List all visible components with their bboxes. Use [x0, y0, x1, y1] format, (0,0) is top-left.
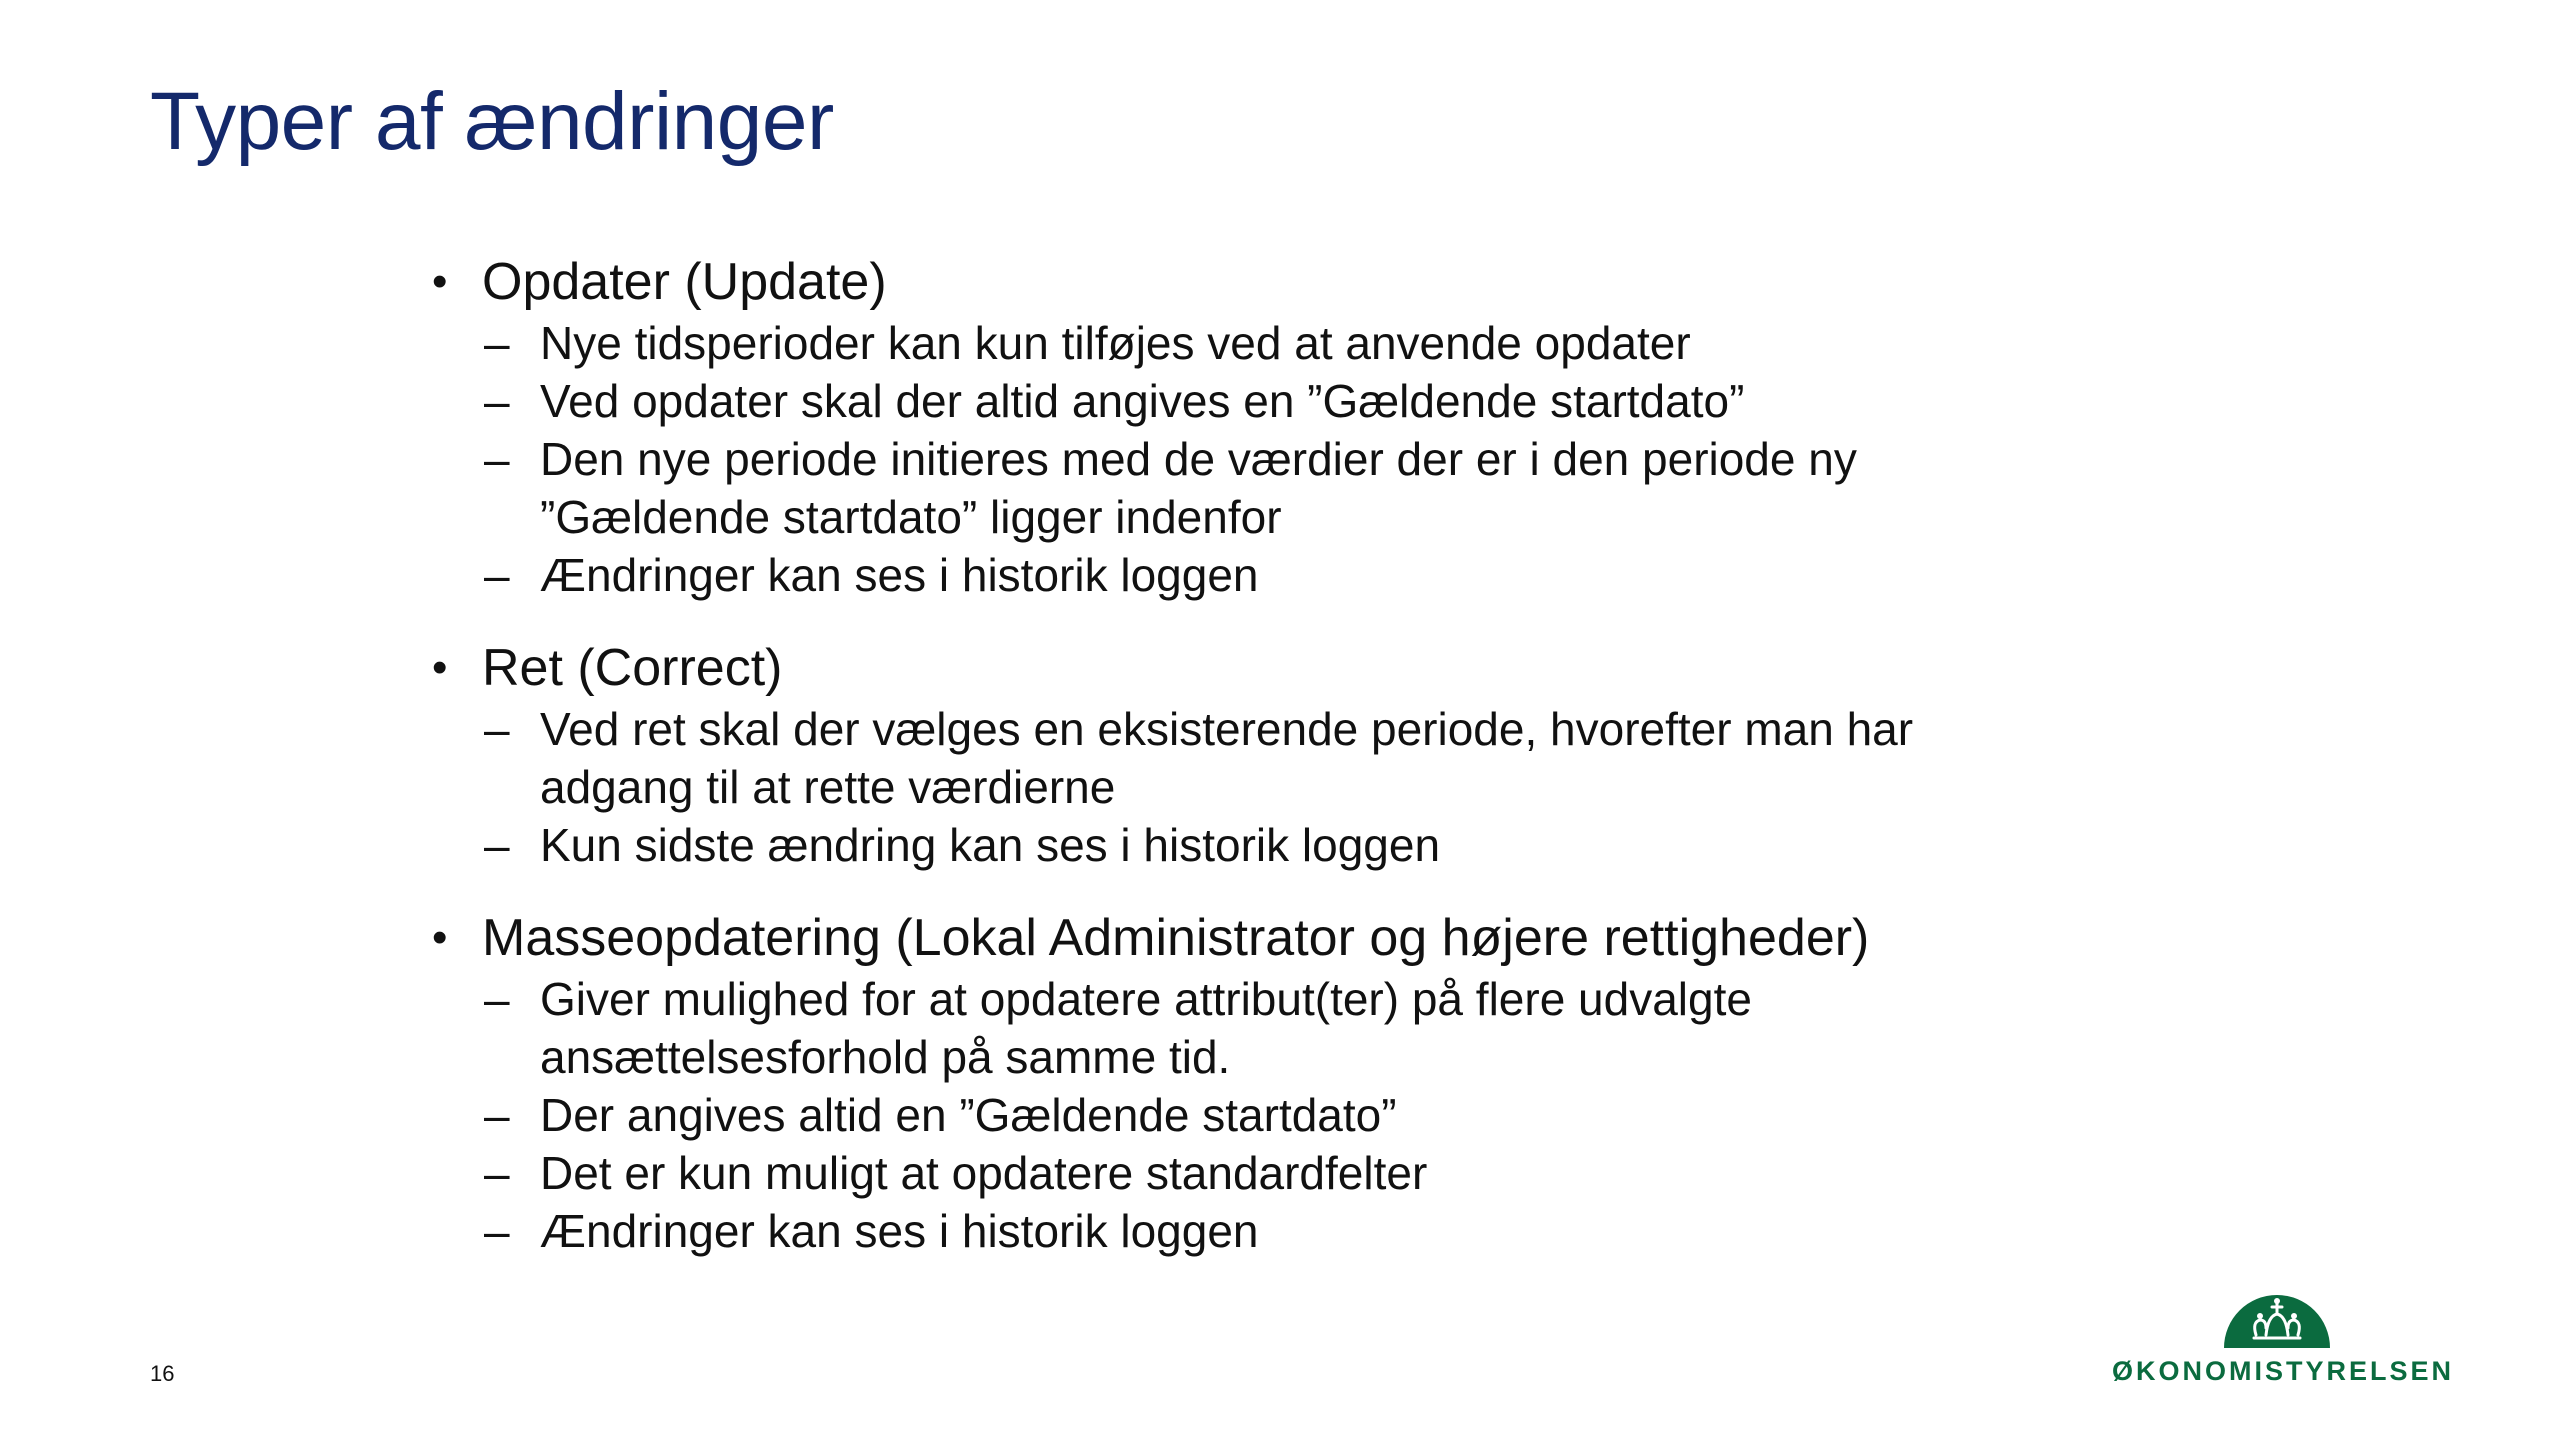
bullet-item: [432, 636, 1992, 700]
sub-item: [432, 372, 1992, 430]
logo-wordmark: ØKONOMISTYRELSEN: [2112, 1356, 2455, 1386]
bullet-marker: •: [432, 643, 448, 692]
sub-item: [432, 700, 1992, 816]
page-number: 16: [150, 1361, 175, 1386]
organization-logo: [2112, 1290, 2455, 1390]
sub-list: [432, 970, 1992, 1260]
sub-item: [432, 314, 1992, 372]
bullet-section-mass-update: [432, 906, 1992, 1260]
bullet-label: Opdater (Update): [482, 253, 887, 311]
sub-item-text: Det er kun muligt at opdatere standardfelter: [540, 1147, 1428, 1199]
sub-item: [432, 430, 1992, 546]
sub-item-text: Den nye periode initieres med de værdier der er i den periode ny ”Gældende startdato” ligger indenfor: [540, 433, 1857, 543]
bullet-item: [432, 250, 1992, 314]
slide-content: [432, 250, 1992, 1292]
sub-item-text: Der angives altid en ”Gældende startdato”: [540, 1089, 1397, 1141]
sub-item-text: Giver mulighed for at opdatere attribut(ter) på flere udvalgte ansættelsesforhold på samme tid.: [540, 973, 1752, 1083]
dash-marker: –: [484, 703, 510, 755]
sub-item: [432, 546, 1992, 604]
bullet-label: Ret (Correct): [482, 639, 783, 697]
dash-marker: –: [484, 433, 510, 485]
dash-marker: –: [484, 1205, 510, 1257]
sub-item: [432, 816, 1992, 874]
sub-item: [432, 1086, 1992, 1144]
dash-marker: –: [484, 1147, 510, 1199]
bullet-label: Masseopdatering (Lokal Administrator og højere rettigheder): [482, 909, 1870, 967]
sub-list: [432, 700, 1992, 874]
sub-item-text: Ændringer kan ses i historik loggen: [540, 549, 1259, 601]
dash-marker: –: [484, 1089, 510, 1141]
crown-emblem-icon: [2222, 1290, 2332, 1348]
bullet-marker: •: [432, 913, 448, 962]
sub-item: [432, 1144, 1992, 1202]
sub-item-text: Ved ret skal der vælges en eksisterende periode, hvorefter man har adgang til at rette værdierne: [540, 703, 1914, 813]
bullet-section-correct: [432, 636, 1992, 874]
dash-marker: –: [484, 819, 510, 871]
dash-marker: –: [484, 973, 510, 1025]
bullet-marker: •: [432, 257, 448, 306]
bullet-section-update: [432, 250, 1992, 604]
sub-item-text: Kun sidste ændring kan ses i historik loggen: [540, 819, 1441, 871]
dash-marker: –: [484, 375, 510, 427]
sub-list: [432, 314, 1992, 604]
sub-item: [432, 1202, 1992, 1260]
dash-marker: –: [484, 549, 510, 601]
dash-marker: –: [484, 317, 510, 369]
sub-item: [432, 970, 1992, 1086]
sub-item-text: Ændringer kan ses i historik loggen: [540, 1205, 1259, 1257]
bullet-item: [432, 906, 1992, 970]
slide-title: Typer af ændringer: [150, 76, 834, 167]
sub-item-text: Nye tidsperioder kan kun tilføjes ved at anvende opdater: [540, 317, 1691, 369]
sub-item-text: Ved opdater skal der altid angives en ”Gældende startdato”: [540, 375, 1745, 427]
